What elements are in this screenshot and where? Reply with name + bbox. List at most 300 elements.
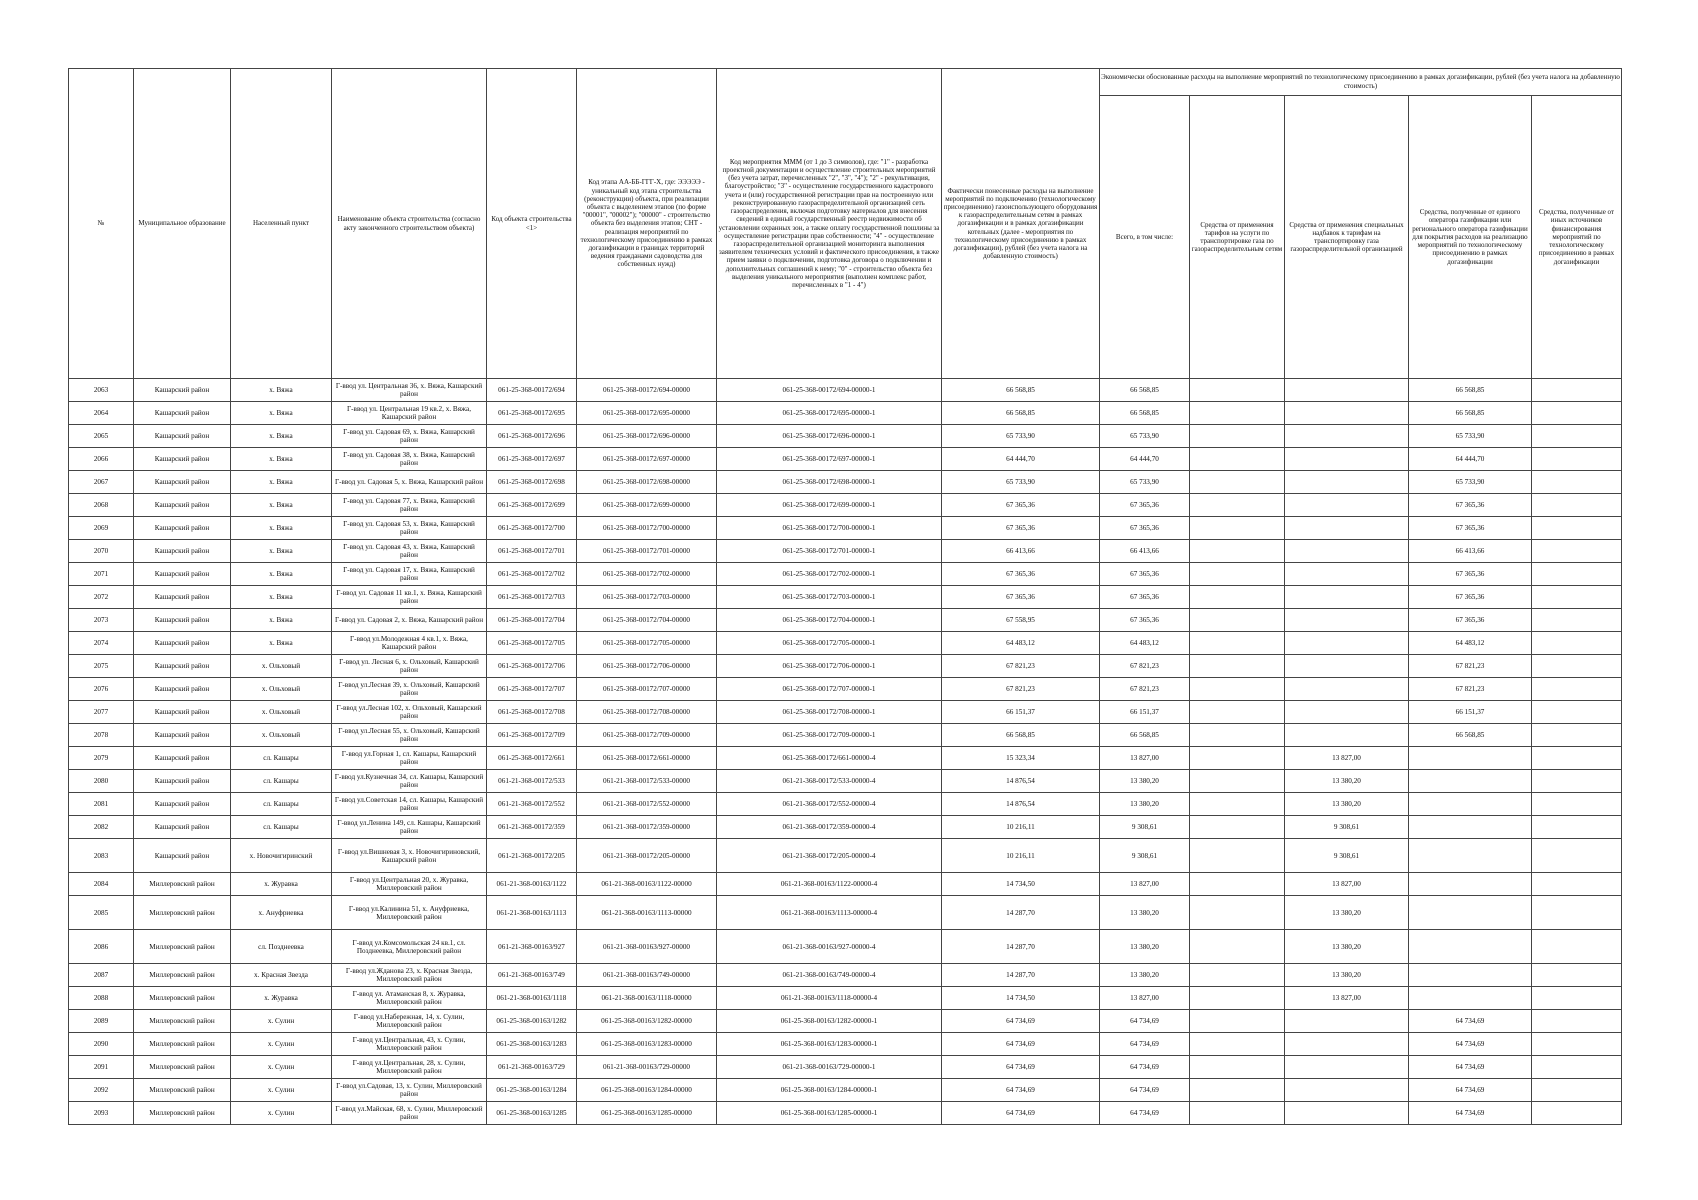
total-cell: 9 308,61	[1100, 816, 1190, 839]
actual-costs-cell: 67 821,23	[942, 678, 1100, 701]
row-number: 2075	[69, 655, 134, 678]
special-markup-cell	[1285, 379, 1409, 402]
object-code-cell: 061-21-368-00163/1118	[487, 987, 577, 1010]
settlement-cell: х. Сулин	[231, 1010, 332, 1033]
table-row	[69, 770, 1622, 793]
measure-code-cell: 061-21-368-00163/1113-00000-4	[717, 896, 942, 930]
tariff-transport-cell	[1190, 563, 1285, 586]
operator-funds-cell: 64 483,12	[1409, 632, 1532, 655]
object-code-cell: 061-25-368-00172/708	[487, 701, 577, 724]
header-settlement: Населенный пункт	[231, 69, 332, 379]
tariff-transport-cell	[1190, 586, 1285, 609]
table-row	[69, 609, 1622, 632]
settlement-cell: х. Новочигиринский	[231, 839, 332, 873]
municipality-cell: Кашарский район	[134, 701, 231, 724]
object-code-cell: 061-25-368-00172/706	[487, 655, 577, 678]
header-operator-funds: Средства, полученные от единого оператора газификации или регионального оператора газификации для покрытия расходов на реализацию мероприятий по технологическому присоединению в рамках догазификации	[1409, 96, 1532, 379]
actual-costs-cell: 67 821,23	[942, 655, 1100, 678]
municipality-cell: Миллеровский район	[134, 930, 231, 964]
special-markup-cell: 13 380,20	[1285, 793, 1409, 816]
measure-code-cell: 061-25-368-00172/702-00000-1	[717, 563, 942, 586]
table-row	[69, 494, 1622, 517]
row-number: 2081	[69, 793, 134, 816]
special-markup-cell: 13 827,00	[1285, 873, 1409, 896]
settlement-cell: х. Красная Звезда	[231, 964, 332, 987]
stage-code-cell: 061-25-368-00172/696-00000	[577, 425, 717, 448]
municipality-cell: Кашарский район	[134, 379, 231, 402]
municipality-cell: Миллеровский район	[134, 1033, 231, 1056]
stage-code-cell: 061-25-368-00172/708-00000	[577, 701, 717, 724]
measure-code-cell: 061-25-368-00172/661-00000-4	[717, 747, 942, 770]
row-number: 2066	[69, 448, 134, 471]
municipality-cell: Кашарский район	[134, 632, 231, 655]
object-name-cell: Г-ввод ул. Садовая 11 кв.1, х. Вяжа, Кашарский район	[332, 586, 487, 609]
stage-code-cell: 061-25-368-00172/704-00000	[577, 609, 717, 632]
special-markup-cell	[1285, 1033, 1409, 1056]
object-code-cell: 061-25-368-00163/1283	[487, 1033, 577, 1056]
object-name-cell: Г-ввод ул. Атаманская 8, х. Журавка, Миллеровский район	[332, 987, 487, 1010]
stage-code-cell: 061-21-368-00172/552-00000	[577, 793, 717, 816]
other-sources-cell	[1532, 1010, 1622, 1033]
row-number: 2079	[69, 747, 134, 770]
object-name-cell: Г-ввод ул. Садовая 17, х. Вяжа, Кашарский район	[332, 563, 487, 586]
object-name-cell: Г-ввод ул. Садовая 5, х. Вяжа, Кашарский район	[332, 471, 487, 494]
other-sources-cell	[1532, 425, 1622, 448]
total-cell: 13 380,20	[1100, 770, 1190, 793]
actual-costs-cell: 14 287,70	[942, 964, 1100, 987]
measure-code-cell: 061-25-368-00163/1282-00000-1	[717, 1010, 942, 1033]
object-name-cell: Г-ввод ул.Калинина 51, х. Ануфриевка, Миллеровский район	[332, 896, 487, 930]
total-cell: 64 734,69	[1100, 1010, 1190, 1033]
operator-funds-cell: 67 365,36	[1409, 609, 1532, 632]
stage-code-cell: 061-21-368-00163/1122-00000	[577, 873, 717, 896]
settlement-cell: сл. Кашары	[231, 770, 332, 793]
object-name-cell: Г-ввод ул.Горная 1, сл. Кашары, Кашарский район	[332, 747, 487, 770]
measure-code-cell: 061-25-368-00172/694-00000-1	[717, 379, 942, 402]
row-number: 2078	[69, 724, 134, 747]
settlement-cell: сл. Кашары	[231, 747, 332, 770]
row-number: 2087	[69, 964, 134, 987]
row-number: 2068	[69, 494, 134, 517]
total-cell: 13 380,20	[1100, 793, 1190, 816]
special-markup-cell: 13 380,20	[1285, 964, 1409, 987]
actual-costs-cell: 14 287,70	[942, 896, 1100, 930]
header-actual-costs: Фактически понесенные расходы на выполнение мероприятий по подключению (технологическому присоединению) газоиспользующего оборудования к газораспределительным сетям в рамках догазификации и в рамках догазификации котельных (далее - мероприятия по технологическому присоединению в рамках догазификации), рублей (без учета налога на добавленную стоимость)	[942, 69, 1100, 379]
stage-code-cell: 061-25-368-00172/702-00000	[577, 563, 717, 586]
measure-code-cell: 061-21-368-00172/533-00000-4	[717, 770, 942, 793]
stage-code-cell: 061-25-368-00172/701-00000	[577, 540, 717, 563]
object-code-cell: 061-21-368-00172/552	[487, 793, 577, 816]
other-sources-cell	[1532, 586, 1622, 609]
object-code-cell: 061-21-368-00172/533	[487, 770, 577, 793]
settlement-cell: х. Сулин	[231, 1079, 332, 1102]
stage-code-cell: 061-21-368-00163/729-00000	[577, 1056, 717, 1079]
settlement-cell: х. Вяжа	[231, 540, 332, 563]
table-row	[69, 1102, 1622, 1125]
tariff-transport-cell	[1190, 379, 1285, 402]
other-sources-cell	[1532, 964, 1622, 987]
object-name-cell: Г-ввод ул.Молодежная 4 кв.1, х. Вяжа, Кашарский район	[332, 632, 487, 655]
measure-code-cell: 061-25-368-00163/1284-00000-1	[717, 1079, 942, 1102]
table-row	[69, 1056, 1622, 1079]
object-code-cell: 061-25-368-00172/661	[487, 747, 577, 770]
settlement-cell: х. Журавка	[231, 987, 332, 1010]
tariff-transport-cell	[1190, 987, 1285, 1010]
actual-costs-cell: 67 365,36	[942, 494, 1100, 517]
measure-code-cell: 061-25-368-00172/704-00000-1	[717, 609, 942, 632]
municipality-cell: Кашарский район	[134, 655, 231, 678]
row-number: 2082	[69, 816, 134, 839]
report-sheet	[68, 68, 1621, 1125]
actual-costs-cell: 64 483,12	[942, 632, 1100, 655]
actual-costs-cell: 67 365,36	[942, 586, 1100, 609]
other-sources-cell	[1532, 839, 1622, 873]
object-code-cell: 061-25-368-00172/697	[487, 448, 577, 471]
tariff-transport-cell	[1190, 678, 1285, 701]
object-name-cell: Г-ввод ул.Центральная, 28, х. Сулин, Миллеровский район	[332, 1056, 487, 1079]
object-code-cell: 061-25-368-00172/707	[487, 678, 577, 701]
actual-costs-cell: 66 413,66	[942, 540, 1100, 563]
row-number: 2090	[69, 1033, 134, 1056]
measure-code-cell: 061-25-368-00172/709-00000-1	[717, 724, 942, 747]
special-markup-cell: 9 308,61	[1285, 816, 1409, 839]
object-code-cell: 061-25-368-00172/696	[487, 425, 577, 448]
special-markup-cell	[1285, 540, 1409, 563]
tariff-transport-cell	[1190, 724, 1285, 747]
other-sources-cell	[1532, 1033, 1622, 1056]
other-sources-cell	[1532, 896, 1622, 930]
tariff-transport-cell	[1190, 930, 1285, 964]
row-number: 2093	[69, 1102, 134, 1125]
operator-funds-cell: 65 733,90	[1409, 471, 1532, 494]
table-row	[69, 747, 1622, 770]
special-markup-cell: 13 827,00	[1285, 987, 1409, 1010]
other-sources-cell	[1532, 563, 1622, 586]
object-code-cell: 061-25-368-00163/1284	[487, 1079, 577, 1102]
object-code-cell: 061-25-368-00172/705	[487, 632, 577, 655]
object-name-cell: Г-ввод ул. Садовая 69, х. Вяжа, Кашарский район	[332, 425, 487, 448]
object-code-cell: 061-25-368-00172/709	[487, 724, 577, 747]
object-name-cell: Г-ввод ул.Жданова 23, х. Красная Звезда, Миллеровский район	[332, 964, 487, 987]
object-name-cell: Г-ввод ул. Садовая 2, х. Вяжа, Кашарский район	[332, 609, 487, 632]
special-markup-cell	[1285, 586, 1409, 609]
other-sources-cell	[1532, 1079, 1622, 1102]
stage-code-cell: 061-21-368-00172/359-00000	[577, 816, 717, 839]
stage-code-cell: 061-25-368-00163/1282-00000	[577, 1010, 717, 1033]
table-row	[69, 816, 1622, 839]
actual-costs-cell: 66 568,85	[942, 379, 1100, 402]
special-markup-cell	[1285, 1010, 1409, 1033]
object-code-cell: 061-25-368-00172/695	[487, 402, 577, 425]
header-object-code: Код объекта строительства <1>	[487, 69, 577, 379]
tariff-transport-cell	[1190, 609, 1285, 632]
other-sources-cell	[1532, 816, 1622, 839]
row-number: 2071	[69, 563, 134, 586]
stage-code-cell: 061-25-368-00172/694-00000	[577, 379, 717, 402]
total-cell: 13 827,00	[1100, 873, 1190, 896]
object-name-cell: Г-ввод ул.Лесная 39, х. Ольховый, Кашарский район	[332, 678, 487, 701]
actual-costs-cell: 67 365,36	[942, 563, 1100, 586]
row-number: 2083	[69, 839, 134, 873]
stage-code-cell: 061-21-368-00163/927-00000	[577, 930, 717, 964]
total-cell: 66 568,85	[1100, 724, 1190, 747]
table-row	[69, 655, 1622, 678]
total-cell: 66 413,66	[1100, 540, 1190, 563]
total-cell: 65 733,90	[1100, 425, 1190, 448]
municipality-cell: Кашарский район	[134, 471, 231, 494]
municipality-cell: Миллеровский район	[134, 1010, 231, 1033]
header-measure-code: Код мероприятия МММ (от 1 до 3 символов), где: "1" - разработка проектной документации и осуществление строительных мероприятий (без учета затрат, перечисленных "2", "3", "4"); "2" - рекультивация, благоустройство; "3" - осуществление государственного кадастрового учета и (или) государственной регистрации прав на построенную или реконструированную газораспределительной организацией сеть газораспределения, включая подготовку материалов для внесения сведений в единый государственный реестр недвижимости об установлении охранных зон, а также оплату государственной пошлины за осуществление регистрации прав собственности; "4" - осуществление газораспределительной организацией мониторинга выполнения заявителем технических условий и фактического присоединения, в также прием заявки о подключении, подготовка договора о подключении и дополнительных соглашений к нему; "0" - строительство объекта без выделения уникального мероприятия (выполнен комплекс работ, перечисленных в "1 - 4")	[717, 69, 942, 379]
special-markup-cell	[1285, 701, 1409, 724]
operator-funds-cell: 64 734,69	[1409, 1102, 1532, 1125]
total-cell: 64 444,70	[1100, 448, 1190, 471]
row-number: 2063	[69, 379, 134, 402]
row-number: 2091	[69, 1056, 134, 1079]
table-row	[69, 987, 1622, 1010]
settlement-cell: х. Сулин	[231, 1033, 332, 1056]
total-cell: 13 380,20	[1100, 930, 1190, 964]
special-markup-cell	[1285, 1079, 1409, 1102]
actual-costs-cell: 64 734,69	[942, 1033, 1100, 1056]
other-sources-cell	[1532, 540, 1622, 563]
actual-costs-cell: 67 558,95	[942, 609, 1100, 632]
settlement-cell: х. Журавка	[231, 873, 332, 896]
table-row	[69, 448, 1622, 471]
table-row	[69, 873, 1622, 896]
table-row	[69, 563, 1622, 586]
object-name-cell: Г-ввод ул. Садовая 77, х. Вяжа, Кашарский район	[332, 494, 487, 517]
actual-costs-cell: 14 876,54	[942, 770, 1100, 793]
municipality-cell: Миллеровский район	[134, 1079, 231, 1102]
tariff-transport-cell	[1190, 540, 1285, 563]
settlement-cell: х. Ануфриевка	[231, 896, 332, 930]
special-markup-cell: 13 380,20	[1285, 770, 1409, 793]
table-row	[69, 930, 1622, 964]
tariff-transport-cell	[1190, 896, 1285, 930]
municipality-cell: Кашарский район	[134, 839, 231, 873]
special-markup-cell: 9 308,61	[1285, 839, 1409, 873]
header-municipality: Муниципальное образование	[134, 69, 231, 379]
total-cell: 67 365,36	[1100, 586, 1190, 609]
actual-costs-cell: 66 568,85	[942, 402, 1100, 425]
operator-funds-cell	[1409, 747, 1532, 770]
operator-funds-cell: 66 568,85	[1409, 379, 1532, 402]
other-sources-cell	[1532, 402, 1622, 425]
tariff-transport-cell	[1190, 793, 1285, 816]
stage-code-cell: 061-21-368-00163/1113-00000	[577, 896, 717, 930]
operator-funds-cell: 66 568,85	[1409, 724, 1532, 747]
row-number: 2069	[69, 517, 134, 540]
special-markup-cell	[1285, 517, 1409, 540]
object-code-cell: 061-25-368-00172/700	[487, 517, 577, 540]
municipality-cell: Кашарский район	[134, 494, 231, 517]
tariff-transport-cell	[1190, 425, 1285, 448]
header-no: №	[69, 69, 134, 379]
other-sources-cell	[1532, 471, 1622, 494]
header-economic-costs-group: Экономически обоснованные расходы на выполнение мероприятий по технологическому присоединению в рамках догазификации, рублей (без учета налога на добавленную стоимость)	[1100, 69, 1622, 96]
actual-costs-cell: 10 216,11	[942, 839, 1100, 873]
measure-code-cell: 061-25-368-00172/695-00000-1	[717, 402, 942, 425]
object-name-cell: Г-ввод ул. Центральная 19 кв.2, х. Вяжа, Кашарский район	[332, 402, 487, 425]
other-sources-cell	[1532, 747, 1622, 770]
connection-costs-table	[68, 68, 1622, 1125]
special-markup-cell	[1285, 425, 1409, 448]
stage-code-cell: 061-21-368-00172/533-00000	[577, 770, 717, 793]
tariff-transport-cell	[1190, 517, 1285, 540]
stage-code-cell: 061-25-368-00163/1283-00000	[577, 1033, 717, 1056]
settlement-cell: х. Вяжа	[231, 586, 332, 609]
municipality-cell: Миллеровский район	[134, 896, 231, 930]
object-name-cell: Г-ввод ул.Центральная 20, х. Журавка, Миллеровский район	[332, 873, 487, 896]
total-cell: 9 308,61	[1100, 839, 1190, 873]
operator-funds-cell	[1409, 793, 1532, 816]
object-name-cell: Г-ввод ул.Центральная, 43, х. Сулин, Миллеровский район	[332, 1033, 487, 1056]
operator-funds-cell: 67 365,36	[1409, 563, 1532, 586]
municipality-cell: Миллеровский район	[134, 987, 231, 1010]
object-code-cell: 061-25-368-00172/699	[487, 494, 577, 517]
object-name-cell: Г-ввод ул. Центральная 36, х. Вяжа, Кашарский район	[332, 379, 487, 402]
municipality-cell: Кашарский район	[134, 770, 231, 793]
operator-funds-cell	[1409, 816, 1532, 839]
operator-funds-cell: 66 568,85	[1409, 402, 1532, 425]
actual-costs-cell: 66 568,85	[942, 724, 1100, 747]
other-sources-cell	[1532, 494, 1622, 517]
municipality-cell: Кашарский район	[134, 747, 231, 770]
table-row	[69, 896, 1622, 930]
object-code-cell: 061-21-368-00163/1122	[487, 873, 577, 896]
actual-costs-cell: 10 216,11	[942, 816, 1100, 839]
municipality-cell: Кашарский район	[134, 448, 231, 471]
actual-costs-cell: 64 734,69	[942, 1056, 1100, 1079]
settlement-cell: х. Вяжа	[231, 609, 332, 632]
municipality-cell: Кашарский район	[134, 724, 231, 747]
total-cell: 67 365,36	[1100, 494, 1190, 517]
municipality-cell: Миллеровский район	[134, 1102, 231, 1125]
total-cell: 66 568,85	[1100, 379, 1190, 402]
measure-code-cell: 061-21-368-00163/927-00000-4	[717, 930, 942, 964]
table-row	[69, 839, 1622, 873]
measure-code-cell: 061-25-368-00172/708-00000-1	[717, 701, 942, 724]
other-sources-cell	[1532, 1056, 1622, 1079]
object-name-cell: Г-ввод ул.Кузнечная 34, сл. Кашары, Кашарский район	[332, 770, 487, 793]
operator-funds-cell: 67 365,36	[1409, 494, 1532, 517]
operator-funds-cell: 66 151,37	[1409, 701, 1532, 724]
tariff-transport-cell	[1190, 471, 1285, 494]
total-cell: 65 733,90	[1100, 471, 1190, 494]
object-name-cell: Г-ввод ул. Садовая 43, х. Вяжа, Кашарский район	[332, 540, 487, 563]
stage-code-cell: 061-25-368-00172/698-00000	[577, 471, 717, 494]
total-cell: 67 365,36	[1100, 517, 1190, 540]
special-markup-cell	[1285, 563, 1409, 586]
header-row-1	[69, 69, 1622, 96]
tariff-transport-cell	[1190, 1102, 1285, 1125]
table-row	[69, 964, 1622, 987]
special-markup-cell	[1285, 678, 1409, 701]
object-name-cell: Г-ввод ул. Садовая 38, х. Вяжа, Кашарский район	[332, 448, 487, 471]
object-code-cell: 061-21-368-00172/205	[487, 839, 577, 873]
stage-code-cell: 061-21-368-00163/1118-00000	[577, 987, 717, 1010]
row-number: 2089	[69, 1010, 134, 1033]
measure-code-cell: 061-25-368-00163/1283-00000-1	[717, 1033, 942, 1056]
row-number: 2070	[69, 540, 134, 563]
row-number: 2067	[69, 471, 134, 494]
total-cell: 64 483,12	[1100, 632, 1190, 655]
operator-funds-cell: 67 821,23	[1409, 655, 1532, 678]
table-row	[69, 1010, 1622, 1033]
object-code-cell: 061-25-368-00172/702	[487, 563, 577, 586]
object-code-cell: 061-21-368-00163/729	[487, 1056, 577, 1079]
tariff-transport-cell	[1190, 747, 1285, 770]
stage-code-cell: 061-25-368-00172/706-00000	[577, 655, 717, 678]
tariff-transport-cell	[1190, 873, 1285, 896]
operator-funds-cell: 66 413,66	[1409, 540, 1532, 563]
special-markup-cell	[1285, 1056, 1409, 1079]
actual-costs-cell: 14 734,50	[942, 873, 1100, 896]
object-code-cell: 061-25-368-00172/701	[487, 540, 577, 563]
other-sources-cell	[1532, 655, 1622, 678]
operator-funds-cell: 64 734,69	[1409, 1010, 1532, 1033]
stage-code-cell: 061-25-368-00172/699-00000	[577, 494, 717, 517]
object-code-cell: 061-25-368-00172/704	[487, 609, 577, 632]
table-row	[69, 1033, 1622, 1056]
measure-code-cell: 061-21-368-00163/749-00000-4	[717, 964, 942, 987]
row-number: 2072	[69, 586, 134, 609]
other-sources-cell	[1532, 1102, 1622, 1125]
special-markup-cell	[1285, 1102, 1409, 1125]
municipality-cell: Кашарский район	[134, 609, 231, 632]
municipality-cell: Кашарский район	[134, 816, 231, 839]
operator-funds-cell: 64 734,69	[1409, 1056, 1532, 1079]
special-markup-cell: 13 380,20	[1285, 930, 1409, 964]
row-number: 2080	[69, 770, 134, 793]
tariff-transport-cell	[1190, 1010, 1285, 1033]
table-row	[69, 1079, 1622, 1102]
other-sources-cell	[1532, 678, 1622, 701]
table-row	[69, 540, 1622, 563]
measure-code-cell: 061-25-368-00172/696-00000-1	[717, 425, 942, 448]
tariff-transport-cell	[1190, 770, 1285, 793]
object-name-cell: Г-ввод ул. Садовая 53, х. Вяжа, Кашарский район	[332, 517, 487, 540]
other-sources-cell	[1532, 632, 1622, 655]
settlement-cell: х. Вяжа	[231, 632, 332, 655]
municipality-cell: Миллеровский район	[134, 1056, 231, 1079]
tariff-transport-cell	[1190, 402, 1285, 425]
settlement-cell: х. Вяжа	[231, 471, 332, 494]
stage-code-cell: 061-25-368-00163/1284-00000	[577, 1079, 717, 1102]
settlement-cell: х. Ольховый	[231, 701, 332, 724]
settlement-cell: сл. Позднеевка	[231, 930, 332, 964]
object-code-cell: 061-25-368-00172/703	[487, 586, 577, 609]
settlement-cell: х. Вяжа	[231, 379, 332, 402]
total-cell: 13 827,00	[1100, 987, 1190, 1010]
actual-costs-cell: 14 876,54	[942, 793, 1100, 816]
special-markup-cell	[1285, 471, 1409, 494]
actual-costs-cell: 64 444,70	[942, 448, 1100, 471]
total-cell: 67 365,36	[1100, 609, 1190, 632]
object-name-cell: Г-ввод ул.Советская 14, сл. Кашары, Кашарский район	[332, 793, 487, 816]
total-cell: 66 568,85	[1100, 402, 1190, 425]
operator-funds-cell: 64 734,69	[1409, 1079, 1532, 1102]
other-sources-cell	[1532, 930, 1622, 964]
row-number: 2064	[69, 402, 134, 425]
settlement-cell: х. Сулин	[231, 1102, 332, 1125]
municipality-cell: Кашарский район	[134, 540, 231, 563]
operator-funds-cell	[1409, 930, 1532, 964]
stage-code-cell: 061-25-368-00172/697-00000	[577, 448, 717, 471]
measure-code-cell: 061-21-368-00172/552-00000-4	[717, 793, 942, 816]
special-markup-cell: 13 380,20	[1285, 896, 1409, 930]
row-number: 2073	[69, 609, 134, 632]
